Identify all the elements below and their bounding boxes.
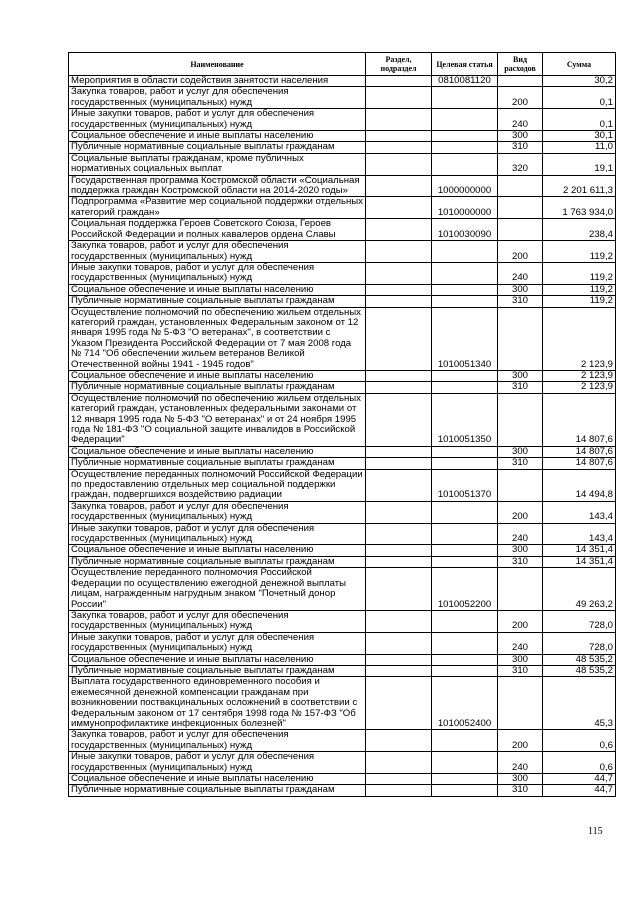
table-row (69, 556, 616, 567)
table-row (69, 197, 616, 219)
row-exp-type-cell (498, 175, 543, 197)
row-sum-cell: 119,2 (543, 262, 616, 284)
row-target-cell: 0810081120 (432, 76, 498, 87)
row-name-cell: Мероприятия в области содействия занятости населения (69, 76, 366, 87)
row-section-cell (366, 568, 432, 611)
row-section-cell (366, 785, 432, 796)
row-sum-cell: 49 263,2 (543, 568, 616, 611)
row-sum-cell: 119,2 (543, 241, 616, 263)
row-section-cell (366, 307, 432, 370)
row-exp-type-cell: 300 (498, 654, 543, 665)
row-section-cell (366, 109, 432, 131)
row-exp-type-cell: 240 (498, 109, 543, 131)
row-target-cell (432, 501, 498, 523)
table-row (69, 677, 616, 730)
row-sum-cell: 728,0 (543, 632, 616, 654)
row-target-cell: 1000000000 (432, 175, 498, 197)
table-row (69, 87, 616, 109)
row-target-cell (432, 665, 498, 676)
row-exp-type-cell (498, 219, 543, 241)
table-row (69, 752, 616, 774)
row-name-cell: Социальное обеспечение и иные выплаты населению (69, 774, 366, 785)
row-sum-cell: 728,0 (543, 610, 616, 632)
row-name-cell: Закупка товаров, работ и услуг для обеспечения государственных (муниципальных) нужд (69, 501, 366, 523)
row-target-cell (432, 382, 498, 393)
row-target-cell (432, 545, 498, 556)
row-name-cell: Осуществление полномочий по обеспечению жильем отдельных категорий граждан, установленных федеральными законами от 12 января 1995 года № 5-ФЗ "О ветеранах" и от 24 ноября 1995 года № 181-ФЗ "О социальной защите инвалидов в Российской Федерации" (69, 393, 366, 446)
table-row (69, 610, 616, 632)
row-exp-type-cell: 240 (498, 632, 543, 654)
row-target-cell (432, 523, 498, 545)
row-name-cell: Осуществление переданного полномочия Российской Федерации по осуществлению ежегодной денежной выплаты лицам, награжденным нагрудным знаком "Почетный донор России" (69, 568, 366, 611)
row-target-cell (432, 785, 498, 796)
row-section-cell (366, 752, 432, 774)
row-section-cell (366, 142, 432, 153)
row-name-cell: Закупка товаров, работ и услуг для обеспечения государственных (муниципальных) нужд (69, 730, 366, 752)
row-sum-cell: 11,0 (543, 142, 616, 153)
row-sum-cell: 14 807,6 (543, 393, 616, 446)
row-name-cell: Публичные нормативные социальные выплаты гражданам (69, 382, 366, 393)
table-row (69, 523, 616, 545)
row-sum-cell: 14 351,4 (543, 556, 616, 567)
row-exp-type-cell (498, 393, 543, 446)
row-exp-type-cell (498, 307, 543, 370)
header-target: Целевая статья (432, 53, 498, 76)
row-exp-type-cell: 200 (498, 501, 543, 523)
row-name-cell: Закупка товаров, работ и услуг для обеспечения государственных (муниципальных) нужд (69, 87, 366, 109)
table-row (69, 142, 616, 153)
table-row (69, 545, 616, 556)
row-section-cell (366, 262, 432, 284)
row-name-cell: Публичные нормативные социальные выплаты гражданам (69, 665, 366, 676)
row-sum-cell: 44,7 (543, 774, 616, 785)
row-section-cell (366, 382, 432, 393)
table-body (69, 76, 616, 797)
table-row (69, 774, 616, 785)
row-section-cell (366, 730, 432, 752)
row-exp-type-cell: 310 (498, 296, 543, 307)
row-sum-cell: 48 535,2 (543, 665, 616, 676)
row-section-cell (366, 774, 432, 785)
row-name-cell: Публичные нормативные социальные выплаты гражданам (69, 556, 366, 567)
row-name-cell: Социальное обеспечение и иные выплаты населению (69, 370, 366, 381)
row-name-cell: Социальное обеспечение и иные выплаты населению (69, 446, 366, 457)
row-name-cell: Публичные нормативные социальные выплаты гражданам (69, 785, 366, 796)
row-section-cell (366, 175, 432, 197)
row-target-cell (432, 262, 498, 284)
row-sum-cell: 14 807,6 (543, 458, 616, 469)
header-section: Раздел, подраздел (366, 53, 432, 76)
row-target-cell (432, 632, 498, 654)
row-name-cell: Социальное обеспечение и иные выплаты населению (69, 654, 366, 665)
row-sum-cell: 30,1 (543, 131, 616, 142)
table-row (69, 568, 616, 611)
row-target-cell (432, 241, 498, 263)
row-name-cell: Закупка товаров, работ и услуг для обеспечения государственных (муниципальных) нужд (69, 610, 366, 632)
row-section-cell (366, 469, 432, 501)
row-section-cell (366, 654, 432, 665)
row-target-cell: 1010052400 (432, 677, 498, 730)
row-section-cell (366, 370, 432, 381)
row-exp-type-cell (498, 677, 543, 730)
row-section-cell (366, 284, 432, 295)
table-row (69, 241, 616, 263)
row-name-cell: Социальное обеспечение и иные выплаты населению (69, 131, 366, 142)
table-row (69, 307, 616, 370)
row-name-cell: Социальное обеспечение и иные выплаты населению (69, 284, 366, 295)
row-section-cell (366, 153, 432, 175)
header-exp-type: Вид расходов (498, 53, 543, 76)
row-name-cell: Иные закупки товаров, работ и услуг для обеспечения государственных (муниципальных) нужд (69, 752, 366, 774)
row-section-cell (366, 610, 432, 632)
row-section-cell (366, 87, 432, 109)
row-section-cell (366, 556, 432, 567)
table-row (69, 131, 616, 142)
row-section-cell (366, 458, 432, 469)
row-target-cell (432, 142, 498, 153)
row-exp-type-cell: 240 (498, 523, 543, 545)
row-target-cell (432, 556, 498, 567)
row-target-cell: 1010030090 (432, 219, 498, 241)
header-name: Наименование (69, 53, 366, 76)
row-name-cell: Публичные нормативные социальные выплаты гражданам (69, 142, 366, 153)
row-section-cell (366, 241, 432, 263)
row-exp-type-cell: 200 (498, 610, 543, 632)
row-exp-type-cell: 300 (498, 446, 543, 457)
row-exp-type-cell: 300 (498, 131, 543, 142)
row-sum-cell: 44,7 (543, 785, 616, 796)
row-name-cell: Публичные нормативные социальные выплаты гражданам (69, 458, 366, 469)
row-target-cell (432, 458, 498, 469)
row-exp-type-cell: 320 (498, 153, 543, 175)
row-exp-type-cell: 310 (498, 665, 543, 676)
row-name-cell: Государственная программа Костромской области «Социальная поддержка граждан Костромской области на 2014-2020 годы» (69, 175, 366, 197)
row-section-cell (366, 296, 432, 307)
table-row (69, 370, 616, 381)
row-exp-type-cell: 310 (498, 785, 543, 796)
row-sum-cell: 238,4 (543, 219, 616, 241)
table-row (69, 109, 616, 131)
budget-table (68, 52, 616, 797)
row-target-cell (432, 752, 498, 774)
row-target-cell (432, 296, 498, 307)
row-sum-cell: 0,1 (543, 87, 616, 109)
table-row (69, 262, 616, 284)
row-name-cell: Социальные выплаты гражданам, кроме публичных нормативных социальных выплат (69, 153, 366, 175)
row-sum-cell: 14 351,4 (543, 545, 616, 556)
row-name-cell: Социальное обеспечение и иные выплаты населению (69, 545, 366, 556)
page-number: 115 (588, 826, 603, 837)
table-row (69, 469, 616, 501)
table-row (69, 665, 616, 676)
row-sum-cell: 45,3 (543, 677, 616, 730)
row-section-cell (366, 393, 432, 446)
table-row (69, 730, 616, 752)
row-exp-type-cell (498, 469, 543, 501)
row-target-cell (432, 654, 498, 665)
row-section-cell (366, 665, 432, 676)
row-exp-type-cell: 310 (498, 142, 543, 153)
row-section-cell (366, 501, 432, 523)
table-row (69, 654, 616, 665)
row-sum-cell: 0,6 (543, 752, 616, 774)
row-exp-type-cell (498, 76, 543, 87)
table-row (69, 219, 616, 241)
row-sum-cell: 2 123,9 (543, 382, 616, 393)
table-row (69, 296, 616, 307)
row-name-cell: Иные закупки товаров, работ и услуг для обеспечения государственных (муниципальных) нужд (69, 109, 366, 131)
row-target-cell: 1010051370 (432, 469, 498, 501)
row-sum-cell: 1 763 934,0 (543, 197, 616, 219)
row-exp-type-cell (498, 197, 543, 219)
document-page (68, 52, 615, 797)
row-exp-type-cell: 310 (498, 458, 543, 469)
row-target-cell (432, 87, 498, 109)
row-target-cell (432, 109, 498, 131)
row-target-cell: 1010051340 (432, 307, 498, 370)
row-section-cell (366, 76, 432, 87)
row-sum-cell: 30,2 (543, 76, 616, 87)
table-row (69, 458, 616, 469)
row-exp-type-cell: 200 (498, 241, 543, 263)
header-sum: Сумма (543, 53, 616, 76)
row-exp-type-cell: 300 (498, 774, 543, 785)
row-section-cell (366, 219, 432, 241)
table-row (69, 785, 616, 796)
row-exp-type-cell: 310 (498, 382, 543, 393)
row-exp-type-cell: 200 (498, 87, 543, 109)
row-name-cell: Подпрограмма «Развитие мер социальной поддержки отдельных категорий граждан» (69, 197, 366, 219)
row-name-cell: Осуществление переданных полномочий Российской Федерации по предоставлению отдельных мер социальной поддержки граждан, подвергшихся воздействию радиации (69, 469, 366, 501)
row-name-cell: Закупка товаров, работ и услуг для обеспечения государственных (муниципальных) нужд (69, 241, 366, 263)
row-target-cell (432, 610, 498, 632)
row-target-cell: 1010051350 (432, 393, 498, 446)
row-name-cell: Иные закупки товаров, работ и услуг для обеспечения государственных (муниципальных) нужд (69, 632, 366, 654)
row-sum-cell: 0,6 (543, 730, 616, 752)
row-section-cell (366, 677, 432, 730)
row-exp-type-cell: 240 (498, 262, 543, 284)
table-row (69, 501, 616, 523)
row-sum-cell: 143,4 (543, 501, 616, 523)
row-section-cell (366, 523, 432, 545)
row-sum-cell: 14 807,6 (543, 446, 616, 457)
row-section-cell (366, 446, 432, 457)
row-section-cell (366, 131, 432, 142)
row-target-cell: 1010052200 (432, 568, 498, 611)
row-exp-type-cell (498, 568, 543, 611)
row-name-cell: Осуществление полномочий по обеспечению жильем отдельных категорий граждан, установленных Федеральным законом от 12 января 1995 года № 5-ФЗ "О ветеранах", в соответствии с Указом Президента Российской Федерации от 7 мая 2008 года № 714 "Об обеспечении жильем ветеранов Великой Отечественной войны 1941 - 1945 годов" (69, 307, 366, 370)
row-name-cell: Иные закупки товаров, работ и услуг для обеспечения государственных (муниципальных) нужд (69, 523, 366, 545)
row-exp-type-cell: 300 (498, 284, 543, 295)
row-name-cell: Публичные нормативные социальные выплаты гражданам (69, 296, 366, 307)
row-exp-type-cell: 300 (498, 545, 543, 556)
row-target-cell: 1010000000 (432, 197, 498, 219)
table-row (69, 76, 616, 87)
row-section-cell (366, 632, 432, 654)
table-row (69, 632, 616, 654)
table-row (69, 175, 616, 197)
row-sum-cell: 0,1 (543, 109, 616, 131)
row-exp-type-cell: 200 (498, 730, 543, 752)
row-sum-cell: 48 535,2 (543, 654, 616, 665)
row-name-cell: Выплата государственного единовременного пособия и ежемесячной денежной компенсации гражданам при возникновении поствакцинальных осложнений в соответствии с Федеральным законом от 17 сентября 1998 года № 157-ФЗ "Об иммунопрофилактике инфекционных болезней" (69, 677, 366, 730)
row-sum-cell: 2 123,9 (543, 307, 616, 370)
row-name-cell: Социальная поддержка Героев Советского Союза, Героев Российской Федерации и полных кавалеров ордена Славы (69, 219, 366, 241)
row-target-cell (432, 153, 498, 175)
row-sum-cell: 19,1 (543, 153, 616, 175)
row-sum-cell: 14 494,8 (543, 469, 616, 501)
row-name-cell: Иные закупки товаров, работ и услуг для обеспечения государственных (муниципальных) нужд (69, 262, 366, 284)
table-row (69, 446, 616, 457)
row-exp-type-cell: 240 (498, 752, 543, 774)
table-row (69, 284, 616, 295)
row-sum-cell: 119,2 (543, 284, 616, 295)
row-target-cell (432, 774, 498, 785)
row-target-cell (432, 131, 498, 142)
table-row (69, 393, 616, 446)
row-section-cell (366, 197, 432, 219)
row-target-cell (432, 730, 498, 752)
table-header-row (69, 53, 616, 76)
row-sum-cell: 2 201 611,3 (543, 175, 616, 197)
row-target-cell (432, 370, 498, 381)
row-sum-cell: 2 123,9 (543, 370, 616, 381)
row-exp-type-cell: 300 (498, 370, 543, 381)
row-sum-cell: 143,4 (543, 523, 616, 545)
row-exp-type-cell: 310 (498, 556, 543, 567)
row-target-cell (432, 284, 498, 295)
table-row (69, 153, 616, 175)
row-sum-cell: 119,2 (543, 296, 616, 307)
row-target-cell (432, 446, 498, 457)
row-section-cell (366, 545, 432, 556)
table-row (69, 382, 616, 393)
